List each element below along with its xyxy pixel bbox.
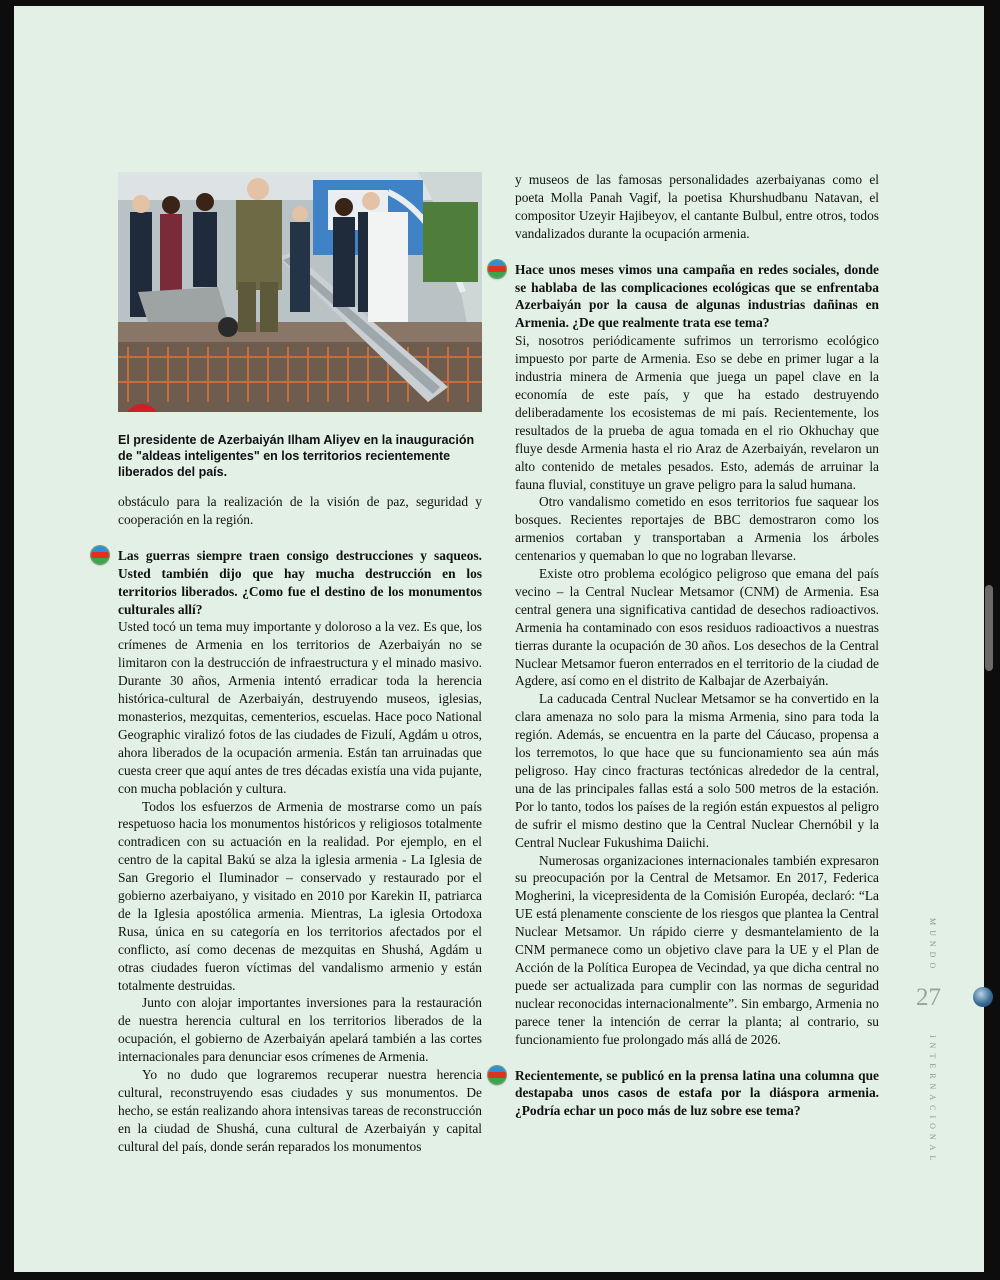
interview-question [118,547,482,619]
paragraph: Yo no dudo que lograremos recuperar nuestra herencia cultural, reconstruyendo esas ciudades y sus monumentos. De hecho, se están realizando ahora intensivas tareas de reconstrucción en la ciudad de Shushá, cuna cultural de Azerbaiyán y capital cultural del país, donde serán reparados los monumentos [118,1067,482,1154]
question-text: Hace unos meses vimos una campaña en redes sociales, donde se hablaba de las complicaciones ecológicas que se enfrentaba Azerbaiyán por la causa de algunas industrias dañinas en Armenia. ¿De que realmente trata ese tema? [515,261,879,331]
left-column [118,493,482,1156]
paragraph: Existe otro problema ecológico peligroso que emana del país vecino – la Central Nuclear Metsamor (CNM) de Armenia. Esa central genera una significativa cantidad de desechos radioactivos. Armenia ha contaminado con esos residuos radioactivos a nuestras tierras durante la ocupación de 30 años. Los desechos de la Central Nuclear Metsamor fueron enterrados en el territorio de la ciudad de Agdere, así como en el distrito de Kalbajar de Azerbaiyán. [515,566,879,689]
ceremony-photo-illustration [118,172,482,412]
azerbaijan-flag-icon [488,1066,506,1084]
photo-caption: El presidente de Azerbaiyán Ilham Aliyev en la inauguración de "aldeas inteligentes" en los territorios recientemente liberados del país. [118,433,475,479]
paragraph: Si, nosotros periódicamente sufrimos un terrorismo ecológico impuesto por parte de Armenia. Eso se debe en primer lugar a la industria minera de Armenia que juega un papel clave en la economía de este país, y que ha estado destruyendo deliberadamente los ecosistemas de mi país. Recientemente, los resultados de la prueba de agua tomada en el rio Okhuchay que fluye desde Armenia hasta el rio Araz de Azerbaiyán, revelaron un alto contenido de metales pesados. Esto, además de arruinar la fauna fluvial, constituye un grave peligro para la salud humana. [515,333,879,492]
paragraph: Todos los esfuerzos de Armenia de mostrarse como un país respetuoso hacia los monumentos históricos y religiosos totalmente contradicen con su actuación en la realidad. Por ejemplo, en el centro de la capital Bakú se alza la iglesia armenia - La Iglesia de San Gregorio el Iluminador – conservado y restaurado por el gobierno azerbaiyano, y visitado en 2010 por Karekin II, patriarca de la Iglesia apostólica armenia. Mientras, La iglesia Ortodoxa Rusa, única en su categoría en los territorios afectados por el conflicto, así como decenas de mezquitas en Shushá, Agdám u otras ciudades fueron víctimas del vandalismo armenio y están totalmente destruidas. [118,798,482,993]
paragraph: Junto con alojar importantes inversiones para la restauración de nuestra herencia cultural en los territorios liberados de la ocupación, el gobierno de Azerbaiyán apelará también a las cortes internacionales para denunciar esos crímenes de Armenia. [118,995,482,1065]
section-label-mundo: MUNDO [928,918,937,974]
paragraph: Usted tocó un tema muy importante y doloroso a la vez. Es que, los crímenes de Armenia en los territorios de Azerbaiyán no se limitaron con la destrucción de infraestructura y el minado masivo. Durante 30 años, Armenia intentó erradicar toda la herencia histórica-cultural de Azerbaiyán, destruyendo museos, iglesias, monasterios, mezquitas, cementerios, escuelas. Hace poco National Geographic viralizó fotos de las ciudades de Fizulí, Agdám u otros, ahora liberados de la ocupación armenia. Están tan arruinadas que cuesta creer que aquí antes de tres décadas existía una vida pujante, con mucha población y cultura. [118,619,482,796]
section-label-internacional: INTERNACIONAL [928,1035,937,1166]
right-column [515,171,879,1120]
question-text: Recientemente, se publicó en la prensa latina una columna que destapaba unos casos de estafa por la diáspora armenia. ¿Podría echar un poco más de luz sobre ese tema? [515,1067,879,1119]
paragraph: Numerosas organizaciones internacionales también expresaron su preocupación por la Central de Metsamor. En 2017, Federica Mogherini, la vicepresidenta de la Comisión Européa, declaró: “La UE está plenamente consciente de los riesgos que plantea la Central Nuclear Metsamor. Un rápido cierre y desmantelamiento de la CNM permanece como un objetivo clave para la UE y el Plan de Acción de la Política Europea de Vecindad, ya que dicha central no puede ser actualizada para cumplir con las normas de seguridad nuclear reconocidas internacionalmente”. Sin embargo, Armenia no parece tener la intención de cerrar la planta; al contrario, su funcionamiento fue prolongado más allá de 2026. [515,852,879,1047]
page-number: 27 [916,984,941,1011]
paragraph: La caducada Central Nuclear Metsamor se ha convertido en la clara amenaza no solo para la misma Armenia, sino para toda la región. Además, se encuentra en la parte del Cáucaso, propensa a los terremotos, lo que hace que su funcionamiento sea aún más peligroso. Hay cinco fracturas tectónicas alrededor de la central, una de las principales fallas está a solo 500 metros de la estación. Por lo tanto, todos los países de la región están expuestos al peligro de sufrir el mismo destino que la Central Nuclear Chernóbil y la Central Nuclear Fukushima Daiichi. [515,691,879,850]
scrollbar-thumb[interactable] [985,585,993,671]
question-text: Las guerras siempre traen consigo destrucciones y saqueos. Usted también dijo que hay mucha destrucción en los territorios liberados. ¿Como fue el destino de los monumentos culturales allí? [118,547,482,617]
article-photo [118,172,482,412]
azerbaijan-flag-icon [488,260,506,278]
paragraph: obstáculo para la realización de la visión de paz, seguridad y cooperación en la región. [118,494,482,527]
paragraph: Otro vandalismo cometido en esos territorios fue saquear los bosques. Recientes reportajes de BBC demostraron como los armenios cortaban y transportaban a Armenia los árboles centenarios y quemaban lo que no lograban llevarse. [515,494,879,564]
paragraph: y museos de las famosas personalidades azerbaiyanas como el poeta Molla Panah Vagif, la poetisa Khurshudbanu Natavan, el compositor Uzeyir Hajibeyov, el cantante Bulbul, entre otros, todos vandalizados durante la ocupación armenia. [515,172,879,241]
azerbaijan-flag-icon [91,546,109,564]
globe-icon [973,987,993,1007]
interview-question [515,261,879,333]
interview-question [515,1067,879,1121]
